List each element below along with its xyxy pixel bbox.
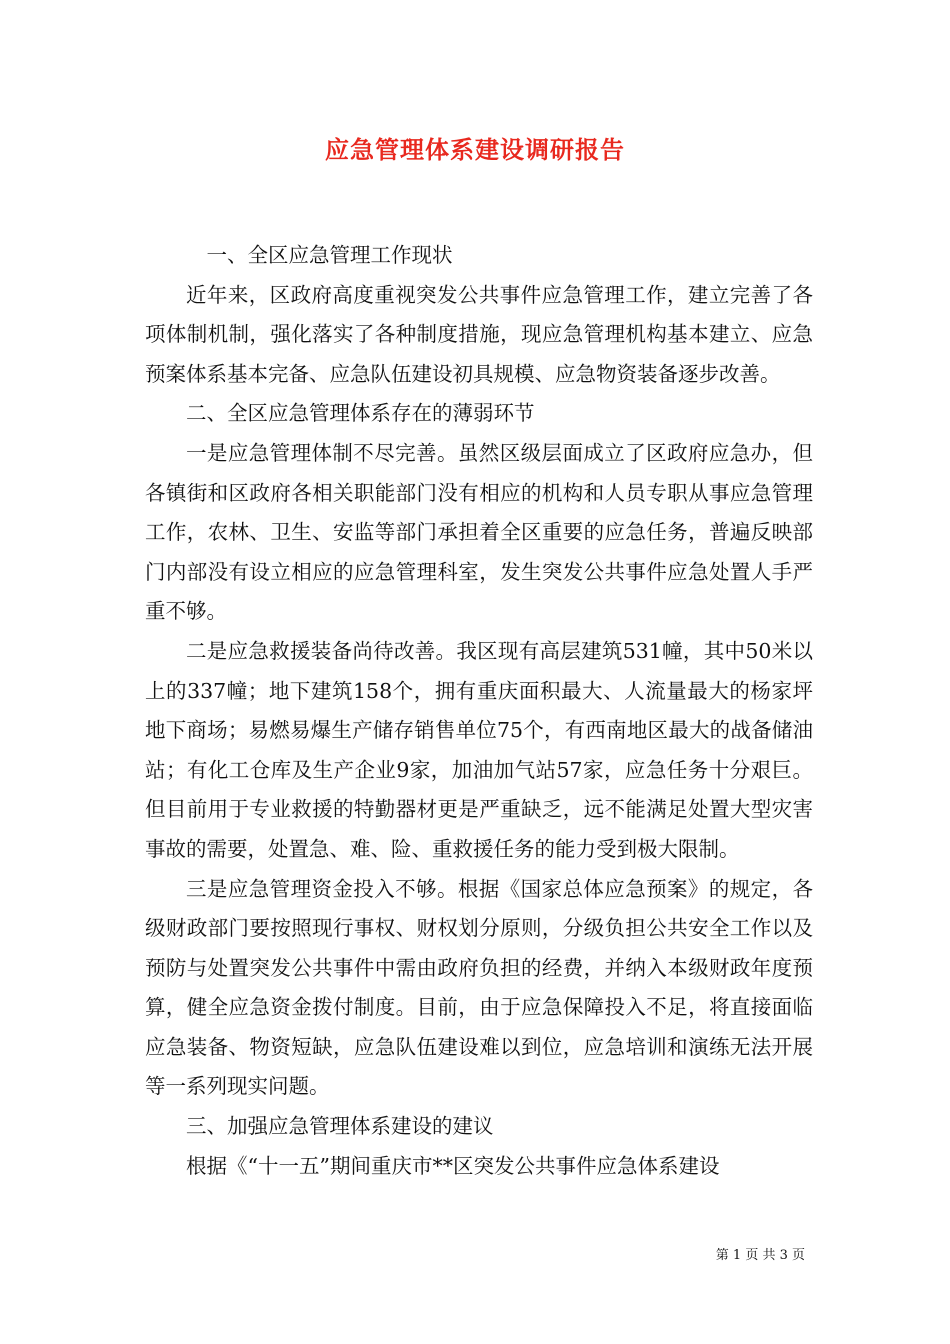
paragraph: 三是应急管理资金投入不够。根据《国家总体应急预案》的规定，各级财政部门要按照现行事权、财权划分原则，分级负担公共安全工作以及预防与处置突发公共事件中需由政府负担的经费，并纳入本级财政年度预算，健全应急资金拨付制度。目前，由于应急保障投入不足，将直接面临应急装备、物资短缺，应急队伍建设难以到位，应急培训和演练无法开展等一系列现实问题。	[145, 876, 813, 1099]
section-heading-1: 一、全区应急管理工作现状	[206, 243, 453, 267]
paragraph: 二是应急救援装备尚待改善。我区现有高层建筑531幢，其中50米以上的337幢；地下建筑158个，拥有重庆面积最大、人流量最大的杨家坪地下商场；易燃易爆生产储存销售单位75个，有西南地区最大的战备储油站；有化工仓库及生产企业9家，加油加气站57家，应急任务十分艰巨。但目前用于专业救援的特勤器材更是严重缺乏，远不能满足处置大型灾害事故的需要，处置急、难、险、重救援任务的能力受到极大限制。	[145, 638, 813, 861]
section-heading-3: 三、加强应急管理体系建设的建议	[186, 1114, 494, 1139]
document-body	[145, 236, 813, 1186]
paragraph: 根据《“十一五”期间重庆市**区突发公共事件应急体系建设	[186, 1153, 720, 1178]
paragraph: 一是应急管理体制不尽完善。虽然区级层面成立了区政府应急办，但各镇街和区政府各相关职能部门没有相应的机构和人员专职从事应急管理工作，农林、卫生、安监等部门承担着全区重要的应急任务，普遍反映部门内部没有设立相应的应急管理科室，发生突发公共事件应急处置人手严重不够。	[145, 440, 813, 624]
section-heading-2: 二、全区应急管理体系存在的薄弱环节	[186, 401, 535, 426]
page-number: 第 1 页 共 3 页	[715, 1248, 805, 1263]
paragraph: 近年来，区政府高度重视突发公共事件应急管理工作，建立完善了各项体制机制，强化落实了各种制度措施，现应急管理机构基本建立、应急预案体系基本完备、应急队伍建设初具规模、应急物资装备逐步改善。	[145, 282, 813, 386]
document-title: 应急管理体系建设调研报告	[325, 135, 625, 164]
